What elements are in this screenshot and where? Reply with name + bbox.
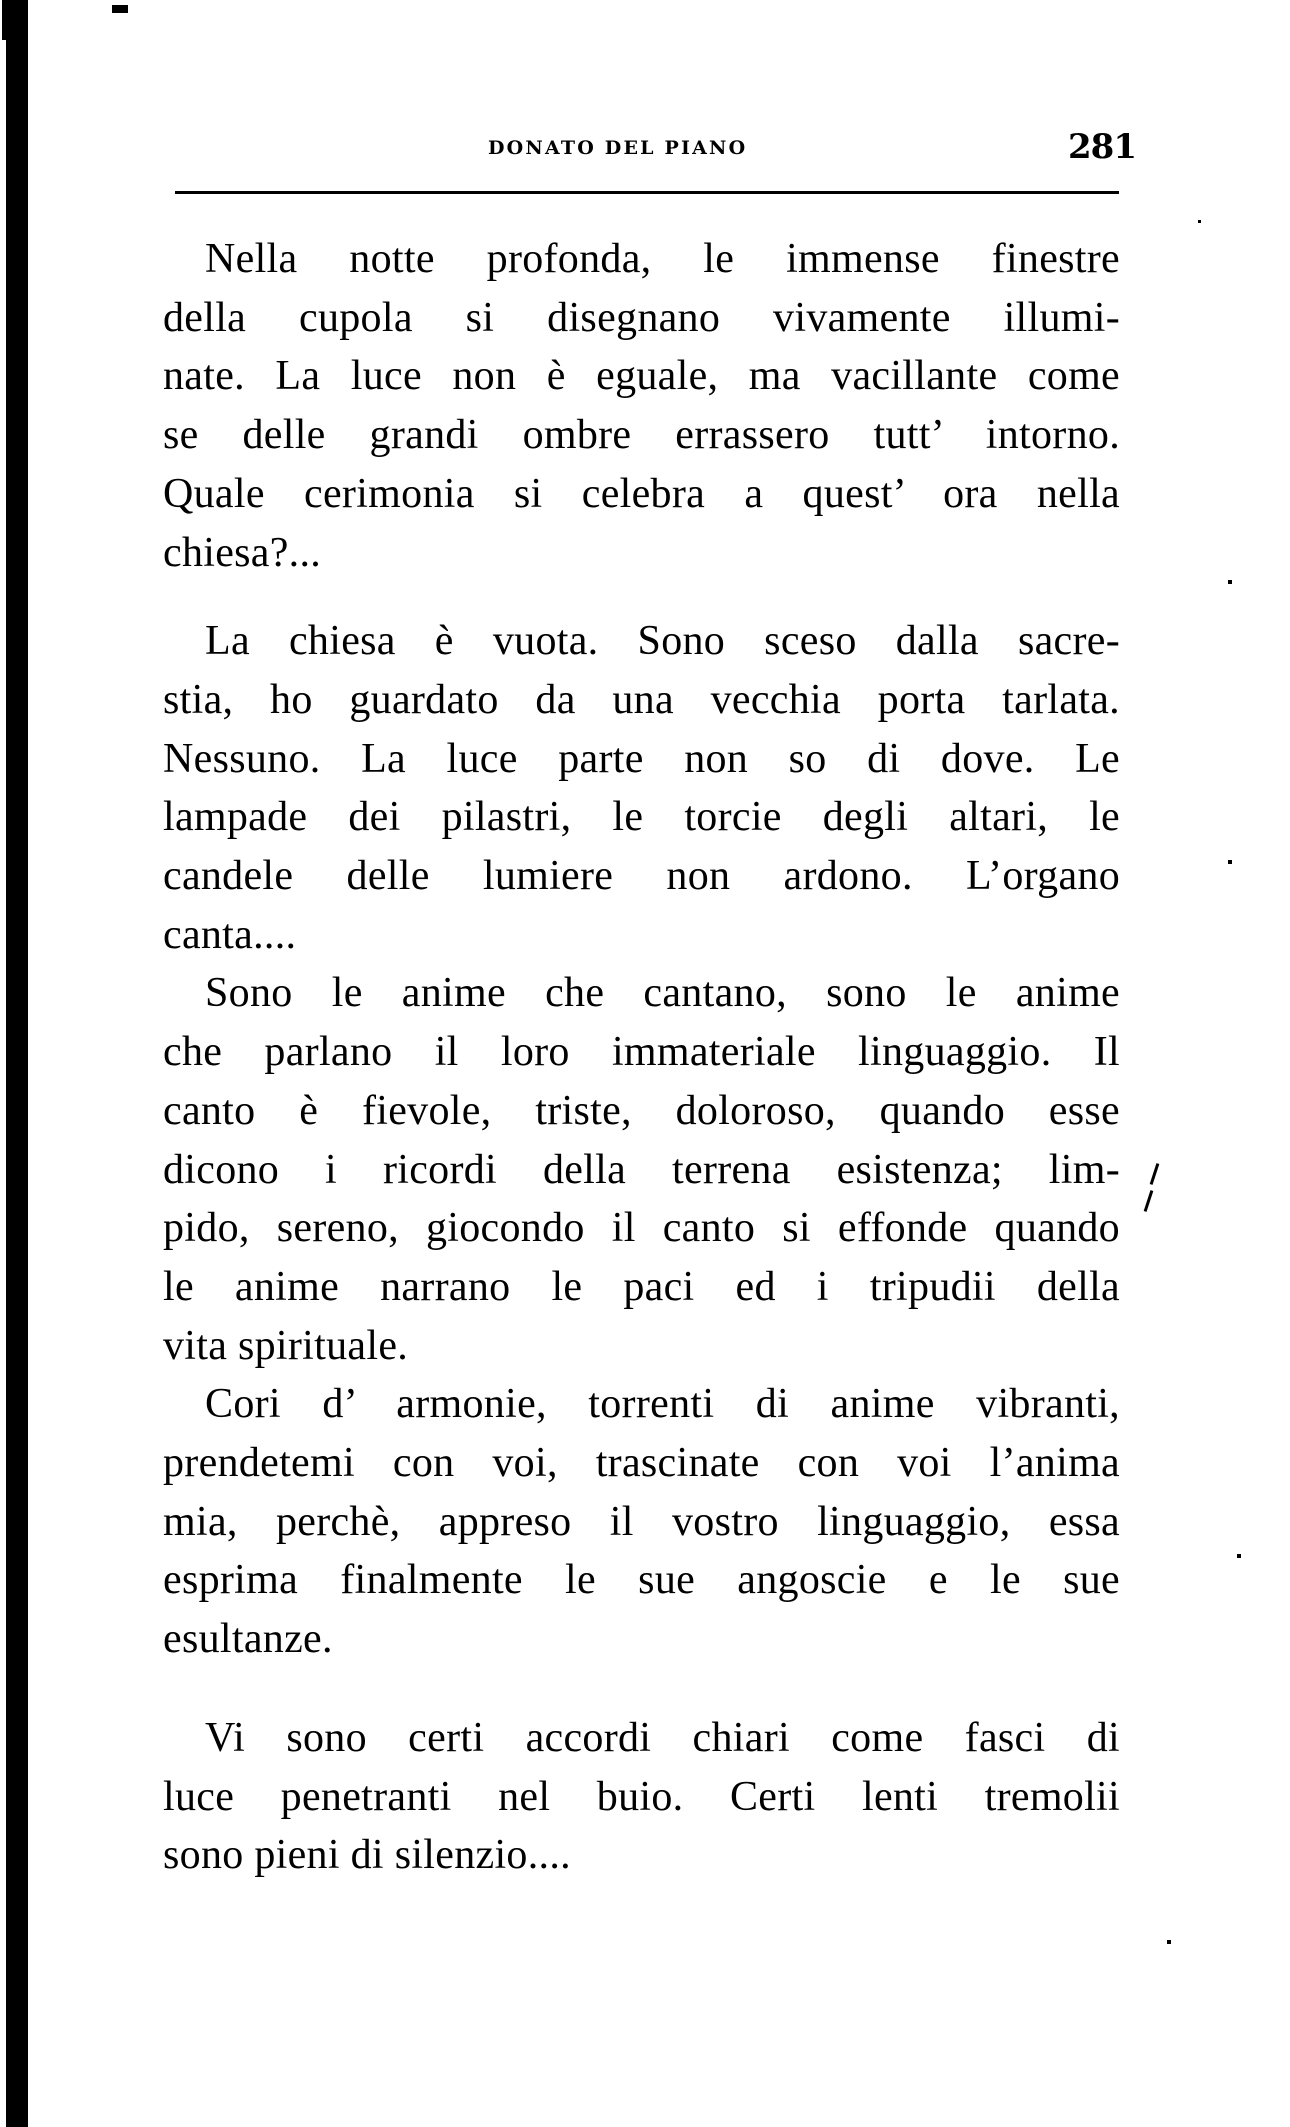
paragraph-5: [163, 1709, 1120, 1885]
text-line: luce penetranti nel buio. Certi lenti tremolii: [163, 1773, 1120, 1820]
paragraph-3: [163, 964, 1120, 1375]
text-line: sono pieni di silenzio....: [163, 1832, 571, 1879]
paragraph-1: [163, 230, 1120, 582]
page-number: 281: [1068, 127, 1136, 167]
running-title: DONATO DEL PIANO: [488, 137, 748, 159]
text-line: chiesa?...: [163, 529, 322, 576]
scan-speck: [1144, 1190, 1154, 1212]
scan-speck: [1228, 860, 1232, 864]
text-line: lampade dei pilastri, le torcie degli altari, le: [163, 794, 1120, 841]
paragraph-gap: [163, 582, 1120, 612]
text-line: Quale cerimonia si celebra a quest’ ora nella: [163, 470, 1120, 517]
text-line: le anime narrano le paci ed i tripudii della: [163, 1263, 1120, 1310]
text-line: se delle grandi ombre errassero tutt’ intorno.: [163, 412, 1120, 459]
paragraph-gap: [163, 1669, 1120, 1709]
text-line: Nella notte profonda, le immense finestre: [205, 236, 1120, 282]
text-line: esprima finalmente le sue angoscie e le sue: [163, 1557, 1120, 1604]
text-line: che parlano il loro immateriale linguaggio. Il: [163, 1029, 1120, 1076]
scan-binding-edge-tip: [2, 0, 12, 40]
text-line: dicono i ricordi della terrena esistenza; lim-: [163, 1146, 1120, 1193]
text-line: esultanze.: [163, 1616, 333, 1663]
text-line: Sono le anime che cantano, sono le anime: [205, 970, 1120, 1017]
text-line: La chiesa è vuota. Sono sceso dalla sacre-: [205, 618, 1120, 665]
scan-speck: [1150, 1163, 1160, 1185]
scan-speck: [1237, 1554, 1241, 1558]
scan-speck: [1167, 1940, 1171, 1944]
text-line: canta....: [163, 911, 297, 958]
paragraph-4: [163, 1375, 1120, 1669]
text-line: prendetemi con voi, trascinate con voi l’anima: [163, 1440, 1120, 1487]
text-line: stia, ho guardato da una vecchia porta tarlata.: [163, 676, 1120, 723]
scan-speck: [1228, 580, 1232, 584]
text-line: candele delle lumiere non ardono. L’organo: [163, 853, 1120, 900]
text-line: canto è fievole, triste, doloroso, quando esse: [163, 1087, 1120, 1134]
text-line: mia, perchè, appreso il vostro linguaggio, essa: [163, 1498, 1120, 1545]
text-line: nate. La luce non è eguale, ma vacillante come: [163, 353, 1120, 400]
scan-binding-edge: [6, 0, 28, 2127]
scan-speck: [1198, 220, 1201, 223]
text-line: Cori d’ armonie, torrenti di anime vibranti,: [205, 1381, 1120, 1428]
text-line: vita spirituale.: [163, 1322, 409, 1369]
text-line: della cupola si disegnano vivamente illumi-: [163, 294, 1120, 341]
text-line: Vi sono certi accordi chiari come fasci di: [205, 1714, 1120, 1761]
text-line: pido, sereno, giocondo il canto si effonde quando: [163, 1205, 1120, 1252]
scan-speck: [112, 5, 128, 13]
text-line: Nessuno. La luce parte non so di dove. Le: [163, 735, 1120, 782]
body-text: [163, 230, 1120, 1885]
header-rule: [175, 191, 1119, 194]
paragraph-2: [163, 612, 1120, 964]
